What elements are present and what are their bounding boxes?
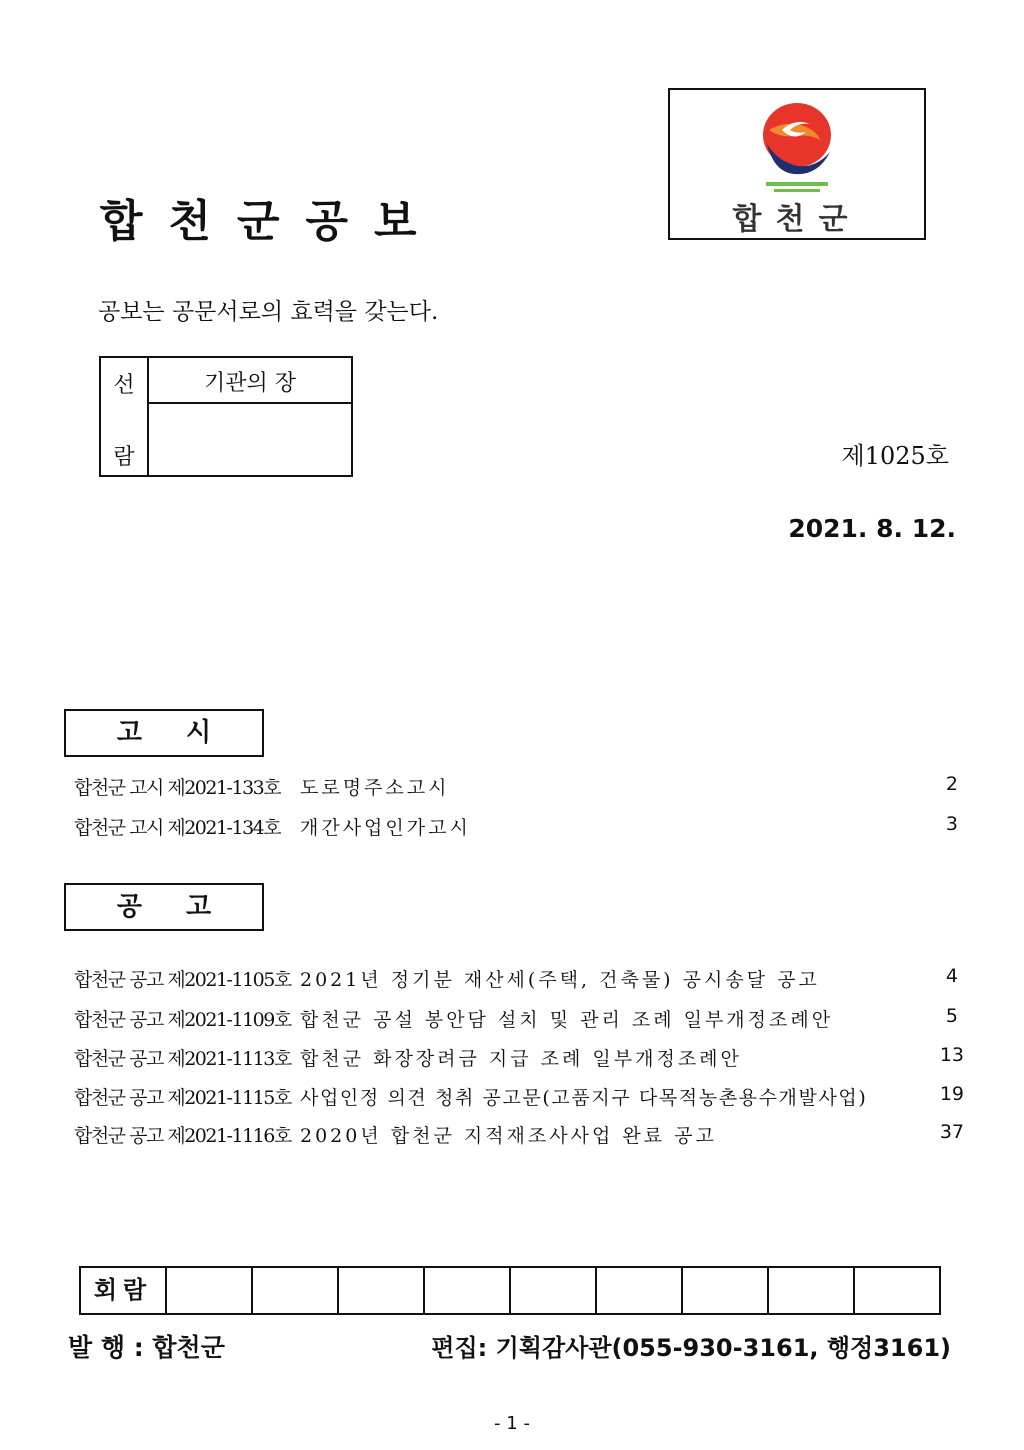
circulation-table: [79, 1266, 941, 1315]
toc-entry[interactable]: [74, 813, 964, 843]
entry-page: 13: [939, 1044, 964, 1066]
approval-divider: [147, 402, 351, 404]
county-logo: [668, 88, 926, 240]
circulation-cell: [253, 1268, 339, 1313]
entry-page: 4: [945, 965, 958, 987]
section-label-announcement: 공고: [64, 883, 264, 931]
toc-entry[interactable]: [74, 1044, 964, 1074]
entry-ref: 합천군 공고 제2021-1109호: [74, 1009, 291, 1031]
county-emblem-icon: [670, 90, 924, 200]
entry-subject: 2021년 정기분 재산세(주택, 건축물) 공시송달 공고: [300, 969, 820, 991]
entry-page: 3: [945, 813, 958, 835]
toc-entry[interactable]: [74, 773, 964, 803]
entry-page: 5: [945, 1005, 958, 1027]
issue-date: 2021. 8. 12.: [788, 514, 956, 543]
circulation-label: 회람: [81, 1268, 167, 1313]
publisher: 발 행 : 합천군: [68, 1333, 225, 1362]
entry-page: 2: [945, 773, 958, 795]
entry-subject: 2020년 합천군 지적재조사사업 완료 공고: [300, 1125, 717, 1147]
circulation-cell: [855, 1268, 939, 1313]
approval-box: [99, 356, 353, 477]
entry-page: 37: [939, 1121, 964, 1143]
circulation-cell: [769, 1268, 855, 1313]
toc-entry[interactable]: [74, 1005, 964, 1035]
circulation-cell: [425, 1268, 511, 1313]
entry-ref: 합천군 공고 제2021-1116호: [74, 1125, 291, 1147]
section-label-notice: 고시: [64, 709, 264, 757]
circulation-cell: [339, 1268, 425, 1313]
circulation-cell: [167, 1268, 253, 1313]
entry-ref: 합천군 고시 제2021-134호: [74, 817, 281, 839]
toc-entry[interactable]: [74, 1083, 964, 1113]
circulation-cell: [511, 1268, 597, 1313]
effect-note: 공보는 공문서로의 효력을 갖는다.: [98, 299, 439, 325]
entry-page: 19: [939, 1083, 964, 1105]
entry-subject: 도로명주소고시: [300, 777, 450, 799]
entry-ref: 합천군 고시 제2021-133호: [74, 777, 281, 799]
approval-label-top: 선: [113, 373, 135, 398]
issue-number: 제1025호: [841, 442, 949, 470]
entry-subject: 합천군 화장장려금 지급 조례 일부개정조례안: [300, 1048, 742, 1070]
bulletin-title: 합천군공보: [100, 196, 443, 247]
entry-subject: 개간사업인가고시: [300, 817, 471, 839]
entry-subject: 합천군 공설 봉안담 설치 및 관리 조례 일부개정조례안: [300, 1009, 834, 1031]
entry-ref: 합천군 공고 제2021-1105호: [74, 969, 291, 991]
approval-header: 기관의 장: [203, 371, 296, 396]
logo-text: 합천군: [732, 202, 862, 237]
approval-label-bottom: 람: [113, 445, 135, 470]
circulation-cell: [597, 1268, 683, 1313]
page-number: - 1 -: [494, 1413, 530, 1434]
toc-entry[interactable]: [74, 965, 964, 995]
toc-entry[interactable]: [74, 1121, 964, 1151]
circulation-cell: [683, 1268, 769, 1313]
editor-contact: 편집: 기획감사관(055-930-3161, 행정3161): [431, 1334, 951, 1362]
entry-subject: 사업인정 의견 청취 공고문(고품지구 다목적농촌용수개발사업): [300, 1087, 868, 1109]
entry-ref: 합천군 공고 제2021-1113호: [74, 1048, 291, 1070]
entry-ref: 합천군 공고 제2021-1115호: [74, 1087, 291, 1109]
